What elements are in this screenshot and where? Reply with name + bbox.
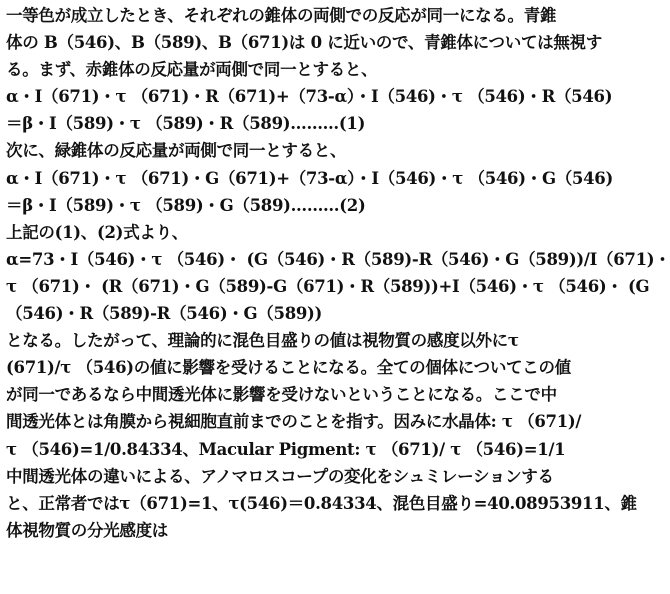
equation-line-1b: ＝β・I（589)・τ （589)・R（589)………(1) [6, 114, 366, 134]
text-line-3: る。まず、赤錐体の反応量が両側で同一とすると、 [6, 60, 378, 80]
text-line-14: (671)/τ （546)の値に影響を受けることになる。全ての個体についてこの値 [6, 358, 571, 378]
text-line-17: τ （546)=1/0.84334、Macular Pigment: τ （671)/ τ （546)=1/1 [6, 439, 566, 459]
text-line-18: 中間透光体の違いによる、アノマロスコープの変化をシュミレーションする [6, 466, 554, 486]
text-line-9: 上記の(1)、(2)式より、 [6, 222, 188, 242]
text-line-13: となる。したがって、理論的に混色目盛りの値は視物質の感度以外にτ [6, 331, 519, 351]
equation-line-2b: ＝β・I（589)・τ （589)・G（589)………(2) [6, 195, 366, 215]
text-line-20: 体視物質の分光感度は [6, 520, 169, 540]
text-line-1: 一等色が成立したとき、それぞれの錐体の両側での反応が同一になる。青錐 [6, 6, 557, 25]
equation-line-1a: α・I（671)・τ （671)・R（671)+（73-α）・I（546)・τ （546)・R（546) [6, 87, 613, 107]
equation-line-2a: α・I（671)・τ （671)・G（671)+（73-α）・I（546)・τ （546)・G（546) [6, 168, 613, 188]
text-line-16: 間透光体とは角膜から視細胞直前までのことを指す。因みに水晶体: τ （671)/ [6, 412, 582, 432]
text-line-6: 次に、緑錐体の反応量が両側で同一とすると、 [6, 141, 347, 161]
text-line-2: 体の B（546)、B（589)、B（671)は 0 に近いので、青錐体については無視す [6, 33, 602, 53]
equation-line-3a: α=73・I（546)・τ （546)・ (G（546)・R（589)-R（546)・G（589))/I（671)・ [6, 249, 670, 269]
text-line-15: が同一であるなら中間透光体に影響を受けないということになる。ここで中 [6, 385, 557, 405]
equation-line-3c: （546)・R（589)-R（546)・G（589)) [6, 304, 323, 324]
equation-line-3b: τ （671)・ (R（671)・G（589)-G（671)・R（589))+I（546)・τ （546)・ (G [6, 276, 650, 296]
text-line-19: と、正常者ではτ（671)=1、τ(546)＝0.84334、混色目盛り=40.08953911、錐 [6, 493, 637, 513]
